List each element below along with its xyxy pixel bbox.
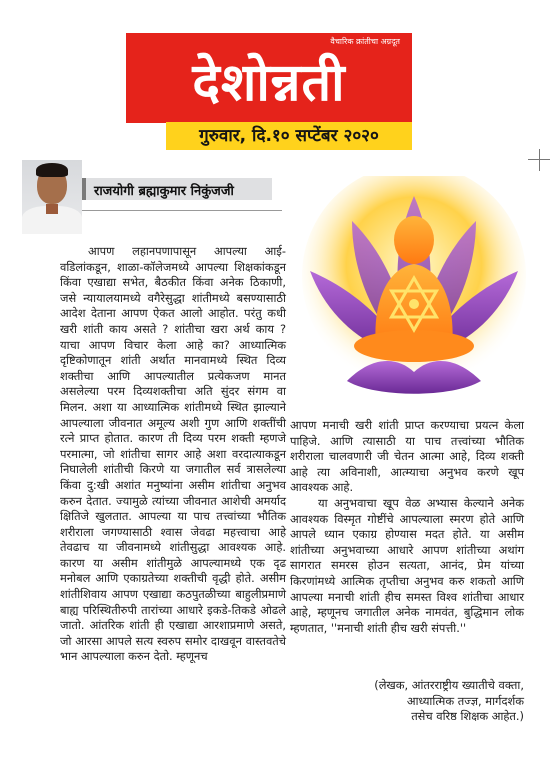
meditating-figure-lotus-icon bbox=[302, 176, 526, 408]
masthead-tagline: वैचारिक क्रांतीचा अग्रदूत bbox=[330, 37, 400, 46]
crop-mark bbox=[539, 149, 540, 171]
masthead-name: देशोन्नती bbox=[192, 52, 346, 113]
author-photo bbox=[22, 160, 82, 234]
author-name: राजयोगी ब्रह्माकुमार निकुंजजी bbox=[94, 184, 234, 199]
article-paragraph: या अनुभवाचा खूप वेळ अभ्यास केल्याने अनेक आवश्यक विस्मृत गोष्टींचे आपल्याला स्मरण होते आणि आपले ध्यान एकाग्र होण्यास मदत होते. या असीम शांतीच्या अनुभवाच्या आधारे आपण शांतीच्या अथांग सागरात समरस होउन सत्यता, आनंद, प्रेम यांच्या किरणांमध्ये आत्मिक तृप्तीचा अनुभव करु शकतो आणि आपल्या मनाची शांती हीच समस्त विश्व शांतीचा आधार आहे, म्हणूनच जगातील अनेक नामवंत, बुद्धिमान लोक म्हणतात, ''मनाची शांती हीच खरी संपत्ती.'' bbox=[290, 495, 524, 635]
credit-line: (लेखक, आंतरराष्ट्रीय ख्यातीचे वक्ता, bbox=[374, 678, 524, 692]
article-paragraph: आपण लहानपणापासून आपल्या आई-वडिलांकडून, शाळा-कॉलेजमध्ये आपल्या शिक्षकांकडून किंवा एखाद्या सभेत, बैठकीत किंवा अनेक ठिकाणी, जसे न्यायालयामध्ये वगैरेसुद्धा शांतीमध्ये बसण्यासाठी आदेश देताना आपण ऐकत आलो आहोत. परंतु कधी खरी शांती काय असते ? शांतीचा खरा अर्थ काय ? याचा आपण विचार केला आहे का? आध्यात्मिक दृष्टिकोणातून शांती अर्थात मानवामध्ये स्थित दिव्य शक्तीचा आणि आपल्यातील प्रत्येकजण मानत असलेल्या परम दिव्यशक्तीचा अति सुंदर संगम वा मिलन. अशा या आध्यात्मिक शांतीमध्ये स्थित झाल्याने आपल्याला जीवनात अमूल्य अशी गुण आणि शक्तींची रत्ने प्राप्त होतात. कारण ती दिव्य परम शक्ती म्हणजे परमात्मा, जो शांतीचा सागर आहे अशा वरदात्याकडून निघालेली शांतीची किरणे या जगातील सर्व त्रासलेल्या किंवा दु:खी अशांत मनुष्यांना असीम शांतीचा अनुभव करुन देतात. ज्यामुळे त्यांच्या जीवनात आशेची अमर्याद क्षितिजे खुलतात. आपल्या या पाच तत्त्वांच्या भौतिक शरीराला जगण्यासाठी श्वास जेवढा महत्त्वाचा आहे तेवढाच या जीवनामध्ये शांतीसुद्धा आवश्यक आहे. कारण या असीम शांतीमुळे आपल्यामध्ये एक दृढ मनोबल आणि एकाग्रतेच्या शक्तीची वृद्धी होते. असीम शांतीशिवाय आपण एखाद्या कठपुतळीच्या बाहुलीप्रमाणे बाह्य परिस्थितीरुपी तारांच्या आधारे इकडे-तिकडे ओढले जातो. आंतरिक शांती ही एखाद्या आरशाप्रमाणे असते, जो आरसा आपले सत्य स्वरुप समोर दाखवून वास्तवतेचे भान आपल्याला करुन देतो. म्हणूनच bbox=[60, 244, 286, 664]
credit-line: आध्यात्मिक तज्ज्ञ, मार्गदर्शक bbox=[406, 693, 524, 708]
author-credit bbox=[318, 678, 524, 725]
edition-date: गुरुवार, दि.१० सप्टेंबर २०२० bbox=[166, 122, 412, 150]
article-column-left bbox=[60, 244, 286, 665]
author-byline bbox=[82, 178, 272, 200]
article-paragraph-continued: आपण मनाची खरी शांती प्राप्त करण्याचा प्रयत्न केला पाहिजे. आणि त्यासाठी या पाच तत्त्वांच्या भौतिक शरीराला चालवणारी जी चेतन आत्मा आहे, दिव्य शक्ती आहे त्या अविनाशी, आत्म्याचा अनुभव करणे खूप आवश्यक आहे. bbox=[290, 418, 524, 495]
masthead-logo bbox=[126, 33, 412, 123]
divider bbox=[82, 210, 282, 211]
credit-line: तसेच वरिष्ठ शिक्षक आहेत.) bbox=[411, 709, 524, 724]
article-column-right bbox=[290, 418, 524, 636]
